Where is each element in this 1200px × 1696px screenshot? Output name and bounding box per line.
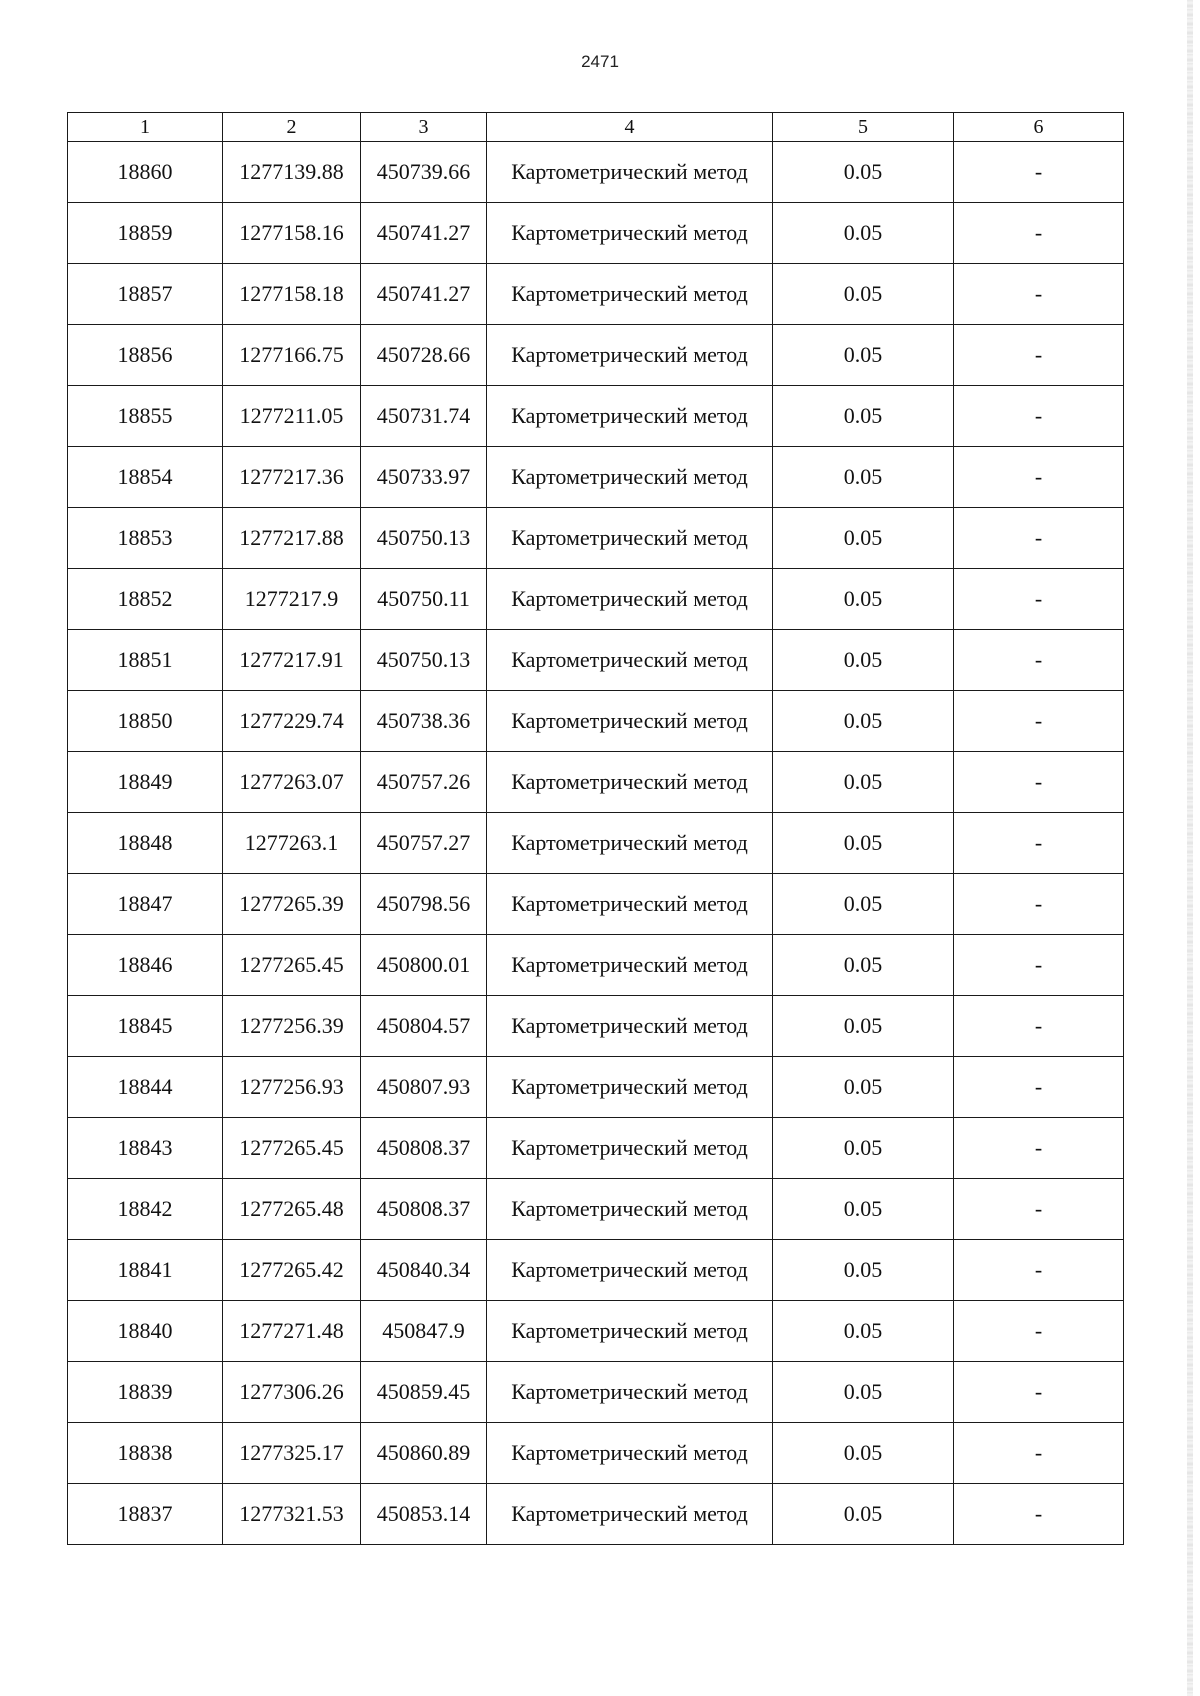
point-number-cell: 18841: [68, 1240, 223, 1301]
header-row: [68, 113, 1124, 142]
point-number-cell: 18837: [68, 1484, 223, 1545]
note-cell: -: [954, 447, 1124, 508]
point-number-cell: 18842: [68, 1179, 223, 1240]
note-cell: -: [954, 996, 1124, 1057]
method-cell: Картометрический метод: [487, 935, 773, 996]
accuracy-cell: 0.05: [773, 325, 954, 386]
accuracy-cell: 0.05: [773, 996, 954, 1057]
y-coordinate-cell: 450840.34: [361, 1240, 487, 1301]
method-cell: Картометрический метод: [487, 630, 773, 691]
header-cell-4: 4: [487, 113, 773, 142]
table-row: [68, 996, 1124, 1057]
point-number-cell: 18839: [68, 1362, 223, 1423]
table-row: [68, 1240, 1124, 1301]
accuracy-cell: 0.05: [773, 935, 954, 996]
point-number-cell: 18859: [68, 203, 223, 264]
accuracy-cell: 0.05: [773, 691, 954, 752]
y-coordinate-cell: 450738.36: [361, 691, 487, 752]
table-row: [68, 508, 1124, 569]
y-coordinate-cell: 450731.74: [361, 386, 487, 447]
y-coordinate-cell: 450798.56: [361, 874, 487, 935]
x-coordinate-cell: 1277158.16: [223, 203, 361, 264]
point-number-cell: 18846: [68, 935, 223, 996]
note-cell: -: [954, 325, 1124, 386]
page-number: 2471: [581, 52, 619, 71]
method-cell: Картометрический метод: [487, 569, 773, 630]
accuracy-cell: 0.05: [773, 874, 954, 935]
note-cell: -: [954, 1484, 1124, 1545]
method-cell: Картометрический метод: [487, 752, 773, 813]
point-number-cell: 18850: [68, 691, 223, 752]
method-cell: Картометрический метод: [487, 813, 773, 874]
table-row: [68, 142, 1124, 203]
table-row: [68, 386, 1124, 447]
method-cell: Картометрический метод: [487, 1240, 773, 1301]
table-row: [68, 264, 1124, 325]
x-coordinate-cell: 1277263.07: [223, 752, 361, 813]
table-row: [68, 325, 1124, 386]
table-row: [68, 752, 1124, 813]
note-cell: -: [954, 691, 1124, 752]
point-number-cell: 18856: [68, 325, 223, 386]
accuracy-cell: 0.05: [773, 1179, 954, 1240]
x-coordinate-cell: 1277325.17: [223, 1423, 361, 1484]
table-header: [68, 113, 1124, 142]
point-number-cell: 18849: [68, 752, 223, 813]
note-cell: -: [954, 1362, 1124, 1423]
y-coordinate-cell: 450804.57: [361, 996, 487, 1057]
accuracy-cell: 0.05: [773, 1057, 954, 1118]
x-coordinate-cell: 1277265.45: [223, 1118, 361, 1179]
method-cell: Картометрический метод: [487, 508, 773, 569]
table-row: [68, 1423, 1124, 1484]
accuracy-cell: 0.05: [773, 752, 954, 813]
header-cell-3: 3: [361, 113, 487, 142]
y-coordinate-cell: 450750.13: [361, 630, 487, 691]
method-cell: Картометрический метод: [487, 1484, 773, 1545]
table-row: [68, 203, 1124, 264]
y-coordinate-cell: 450750.13: [361, 508, 487, 569]
note-cell: -: [954, 752, 1124, 813]
note-cell: -: [954, 264, 1124, 325]
method-cell: Картометрический метод: [487, 1179, 773, 1240]
x-coordinate-cell: 1277229.74: [223, 691, 361, 752]
note-cell: -: [954, 813, 1124, 874]
y-coordinate-cell: 450728.66: [361, 325, 487, 386]
accuracy-cell: 0.05: [773, 142, 954, 203]
table-row: [68, 1179, 1124, 1240]
method-cell: Картометрический метод: [487, 447, 773, 508]
y-coordinate-cell: 450808.37: [361, 1179, 487, 1240]
accuracy-cell: 0.05: [773, 203, 954, 264]
y-coordinate-cell: 450739.66: [361, 142, 487, 203]
table-row: [68, 569, 1124, 630]
y-coordinate-cell: 450800.01: [361, 935, 487, 996]
table-row: [68, 1301, 1124, 1362]
point-number-cell: 18838: [68, 1423, 223, 1484]
y-coordinate-cell: 450757.27: [361, 813, 487, 874]
header-cell-6: 6: [954, 113, 1124, 142]
table-row: [68, 1057, 1124, 1118]
x-coordinate-cell: 1277139.88: [223, 142, 361, 203]
method-cell: Картометрический метод: [487, 386, 773, 447]
accuracy-cell: 0.05: [773, 569, 954, 630]
point-number-cell: 18848: [68, 813, 223, 874]
method-cell: Картометрический метод: [487, 1362, 773, 1423]
x-coordinate-cell: 1277256.93: [223, 1057, 361, 1118]
note-cell: -: [954, 1118, 1124, 1179]
method-cell: Картометрический метод: [487, 325, 773, 386]
y-coordinate-cell: 450859.45: [361, 1362, 487, 1423]
accuracy-cell: 0.05: [773, 264, 954, 325]
table-row: [68, 1118, 1124, 1179]
point-number-cell: 18855: [68, 386, 223, 447]
point-number-cell: 18840: [68, 1301, 223, 1362]
table-row: [68, 1484, 1124, 1545]
y-coordinate-cell: 450733.97: [361, 447, 487, 508]
x-coordinate-cell: 1277306.26: [223, 1362, 361, 1423]
accuracy-cell: 0.05: [773, 1240, 954, 1301]
x-coordinate-cell: 1277217.36: [223, 447, 361, 508]
x-coordinate-cell: 1277265.42: [223, 1240, 361, 1301]
note-cell: -: [954, 1301, 1124, 1362]
x-coordinate-cell: 1277217.91: [223, 630, 361, 691]
note-cell: -: [954, 1057, 1124, 1118]
point-number-cell: 18860: [68, 142, 223, 203]
x-coordinate-cell: 1277265.39: [223, 874, 361, 935]
method-cell: Картометрический метод: [487, 1423, 773, 1484]
point-number-cell: 18852: [68, 569, 223, 630]
accuracy-cell: 0.05: [773, 630, 954, 691]
point-number-cell: 18854: [68, 447, 223, 508]
y-coordinate-cell: 450741.27: [361, 264, 487, 325]
y-coordinate-cell: 450741.27: [361, 203, 487, 264]
method-cell: Картометрический метод: [487, 1057, 773, 1118]
y-coordinate-cell: 450853.14: [361, 1484, 487, 1545]
point-number-cell: 18851: [68, 630, 223, 691]
method-cell: Картометрический метод: [487, 1301, 773, 1362]
y-coordinate-cell: 450860.89: [361, 1423, 487, 1484]
table-body: [68, 142, 1124, 1545]
method-cell: Картометрический метод: [487, 142, 773, 203]
note-cell: -: [954, 1179, 1124, 1240]
header-cell-5: 5: [773, 113, 954, 142]
x-coordinate-cell: 1277217.88: [223, 508, 361, 569]
accuracy-cell: 0.05: [773, 1484, 954, 1545]
accuracy-cell: 0.05: [773, 1362, 954, 1423]
method-cell: Картометрический метод: [487, 996, 773, 1057]
x-coordinate-cell: 1277256.39: [223, 996, 361, 1057]
method-cell: Картометрический метод: [487, 1118, 773, 1179]
note-cell: -: [954, 386, 1124, 447]
x-coordinate-cell: 1277265.48: [223, 1179, 361, 1240]
scan-edge-artifact: [1187, 0, 1193, 1696]
x-coordinate-cell: 1277158.18: [223, 264, 361, 325]
header-cell-2: 2: [223, 113, 361, 142]
x-coordinate-cell: 1277211.05: [223, 386, 361, 447]
coordinates-table: [67, 112, 1124, 1545]
x-coordinate-cell: 1277263.1: [223, 813, 361, 874]
point-number-cell: 18847: [68, 874, 223, 935]
note-cell: -: [954, 203, 1124, 264]
header-cell-1: 1: [68, 113, 223, 142]
point-number-cell: 18845: [68, 996, 223, 1057]
note-cell: -: [954, 630, 1124, 691]
x-coordinate-cell: 1277271.48: [223, 1301, 361, 1362]
y-coordinate-cell: 450807.93: [361, 1057, 487, 1118]
note-cell: -: [954, 142, 1124, 203]
method-cell: Картометрический метод: [487, 264, 773, 325]
x-coordinate-cell: 1277265.45: [223, 935, 361, 996]
accuracy-cell: 0.05: [773, 447, 954, 508]
point-number-cell: 18843: [68, 1118, 223, 1179]
table-row: [68, 874, 1124, 935]
note-cell: -: [954, 569, 1124, 630]
accuracy-cell: 0.05: [773, 508, 954, 569]
method-cell: Картометрический метод: [487, 691, 773, 752]
y-coordinate-cell: 450757.26: [361, 752, 487, 813]
table-row: [68, 1362, 1124, 1423]
table-row: [68, 691, 1124, 752]
accuracy-cell: 0.05: [773, 1423, 954, 1484]
note-cell: -: [954, 508, 1124, 569]
accuracy-cell: 0.05: [773, 386, 954, 447]
point-number-cell: 18844: [68, 1057, 223, 1118]
x-coordinate-cell: 1277321.53: [223, 1484, 361, 1545]
note-cell: -: [954, 1240, 1124, 1301]
note-cell: -: [954, 874, 1124, 935]
note-cell: -: [954, 935, 1124, 996]
x-coordinate-cell: 1277166.75: [223, 325, 361, 386]
accuracy-cell: 0.05: [773, 813, 954, 874]
accuracy-cell: 0.05: [773, 1118, 954, 1179]
y-coordinate-cell: 450808.37: [361, 1118, 487, 1179]
point-number-cell: 18853: [68, 508, 223, 569]
accuracy-cell: 0.05: [773, 1301, 954, 1362]
table-row: [68, 630, 1124, 691]
y-coordinate-cell: 450847.9: [361, 1301, 487, 1362]
note-cell: -: [954, 1423, 1124, 1484]
point-number-cell: 18857: [68, 264, 223, 325]
method-cell: Картометрический метод: [487, 203, 773, 264]
table-row: [68, 935, 1124, 996]
table-row: [68, 813, 1124, 874]
y-coordinate-cell: 450750.11: [361, 569, 487, 630]
method-cell: Картометрический метод: [487, 874, 773, 935]
x-coordinate-cell: 1277217.9: [223, 569, 361, 630]
table-row: [68, 447, 1124, 508]
